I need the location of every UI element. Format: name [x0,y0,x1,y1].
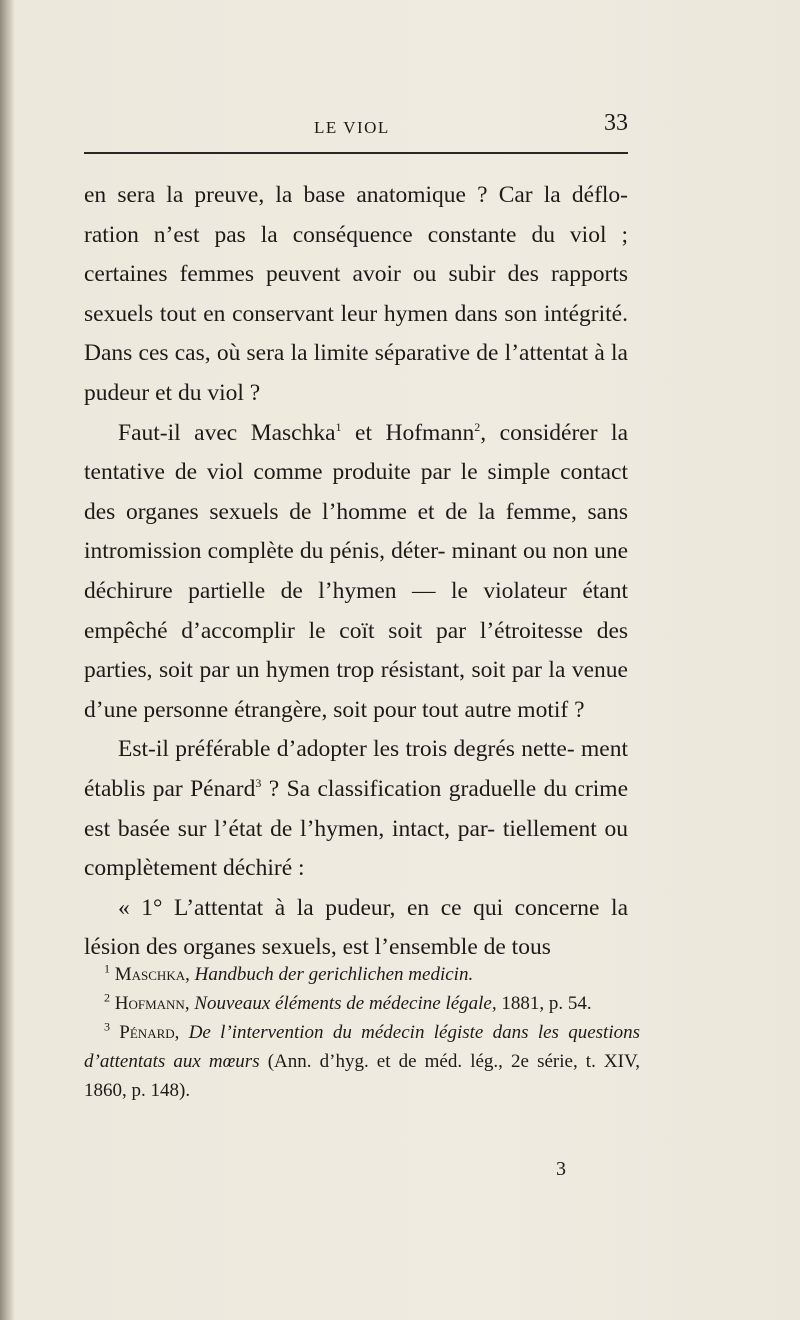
text-line: de l’attentat à la pudeur et du viol ? [84,340,628,406]
footnote-ref-2: 2 [474,419,481,434]
footnote-1 [84,960,640,989]
footnote-details: (Ann. d’hyg. et de méd. lég., 2e série, t. XIV, 1860, p. 148). [84,1051,641,1101]
footnote-ref-1: 1 [335,419,342,434]
text-line: résistant, soit par la venue d’une personne étrangère, [84,657,628,723]
running-title: LE VIOL [314,118,390,137]
page-number: 33 [604,110,628,136]
text-line: soit pour tout autre motif ? [333,696,585,723]
text-segment: , considérer [480,419,598,446]
footnote-ref-3: 3 [255,776,262,791]
text-line: Est-il préférable d’adopter les trois degrés nette- [118,736,575,763]
text-line: intégrité. Dans ces cas, où sera la limite séparative [84,300,628,367]
text-line: la lésion des organes sexuels, est l’ensemble de tous [84,894,629,961]
footnote-author: Pénard, [119,1022,180,1043]
footnote-number: 2 [104,990,110,1005]
text-line: ration n’est pas la conséquence constante du viol ; [84,221,628,248]
footnote-title: Handbuch der gerichlichen medicin. [194,964,474,985]
binding-shadow [0,0,14,1320]
paragraph-1 [84,176,628,414]
footnote-number: 3 [104,1019,110,1034]
text-segment: ? Sa classification graduelle [261,775,537,802]
running-head [82,108,628,148]
text-segment: ment établis par Pénard [84,736,628,802]
text-line: contact des organes sexuels de l’homme et de la [84,459,628,525]
footnote-3 [84,1018,640,1105]
footnote-details: 1881, p. 54. [496,993,592,1014]
text-segment: Faut-il avec Maschka [118,419,336,446]
text-line: minant ou non une déchirure partielle de l’hymen [84,538,628,604]
footnote-number: 1 [104,961,110,976]
text-line: en sera la preuve, la base anatomique ? Car la déflo- [84,182,628,208]
text-line: — le violateur étant empêché d’accomplir le coït soit [84,577,628,644]
footnote-title: Nouveaux éléments de médecine légale, [194,993,497,1014]
footnote-title: De l’intervention du médecin légiste dans les questions d’attentats aux mœurs [84,1022,640,1072]
footnotes [84,960,640,1105]
text-line: « 1° L’attentat à la pudeur, en ce qui concerne [118,894,600,921]
paragraph-3 [84,730,628,888]
header-rule [84,152,628,154]
footnote-author: Maschka, [114,964,190,985]
text-line: femme, sans intromission complète du pénis, déter- [84,498,629,565]
text-line: par l’étroitesse des parties, soit par un hymen trop [84,617,629,684]
signature-mark: 3 [556,1158,566,1180]
text-segment: et Hofmann [341,419,475,446]
main-text [84,176,628,968]
text-line: tiellement ou complètement déchiré : [84,815,629,882]
footnote-2 [84,989,640,1018]
paragraph-2 [84,414,628,731]
footnote-author: Hofmann, [114,993,190,1014]
paragraph-4 [84,889,628,968]
text-line: sexuels tout en conservant leur hymen dans son [84,300,538,327]
text-line: la tentative de viol comme produite par le simple [84,419,629,486]
text-line: du crime est basée sur l’état de l’hymen, intact, par- [84,775,629,842]
text-line: certaines femmes peuvent avoir ou subir des rapports [84,261,628,288]
